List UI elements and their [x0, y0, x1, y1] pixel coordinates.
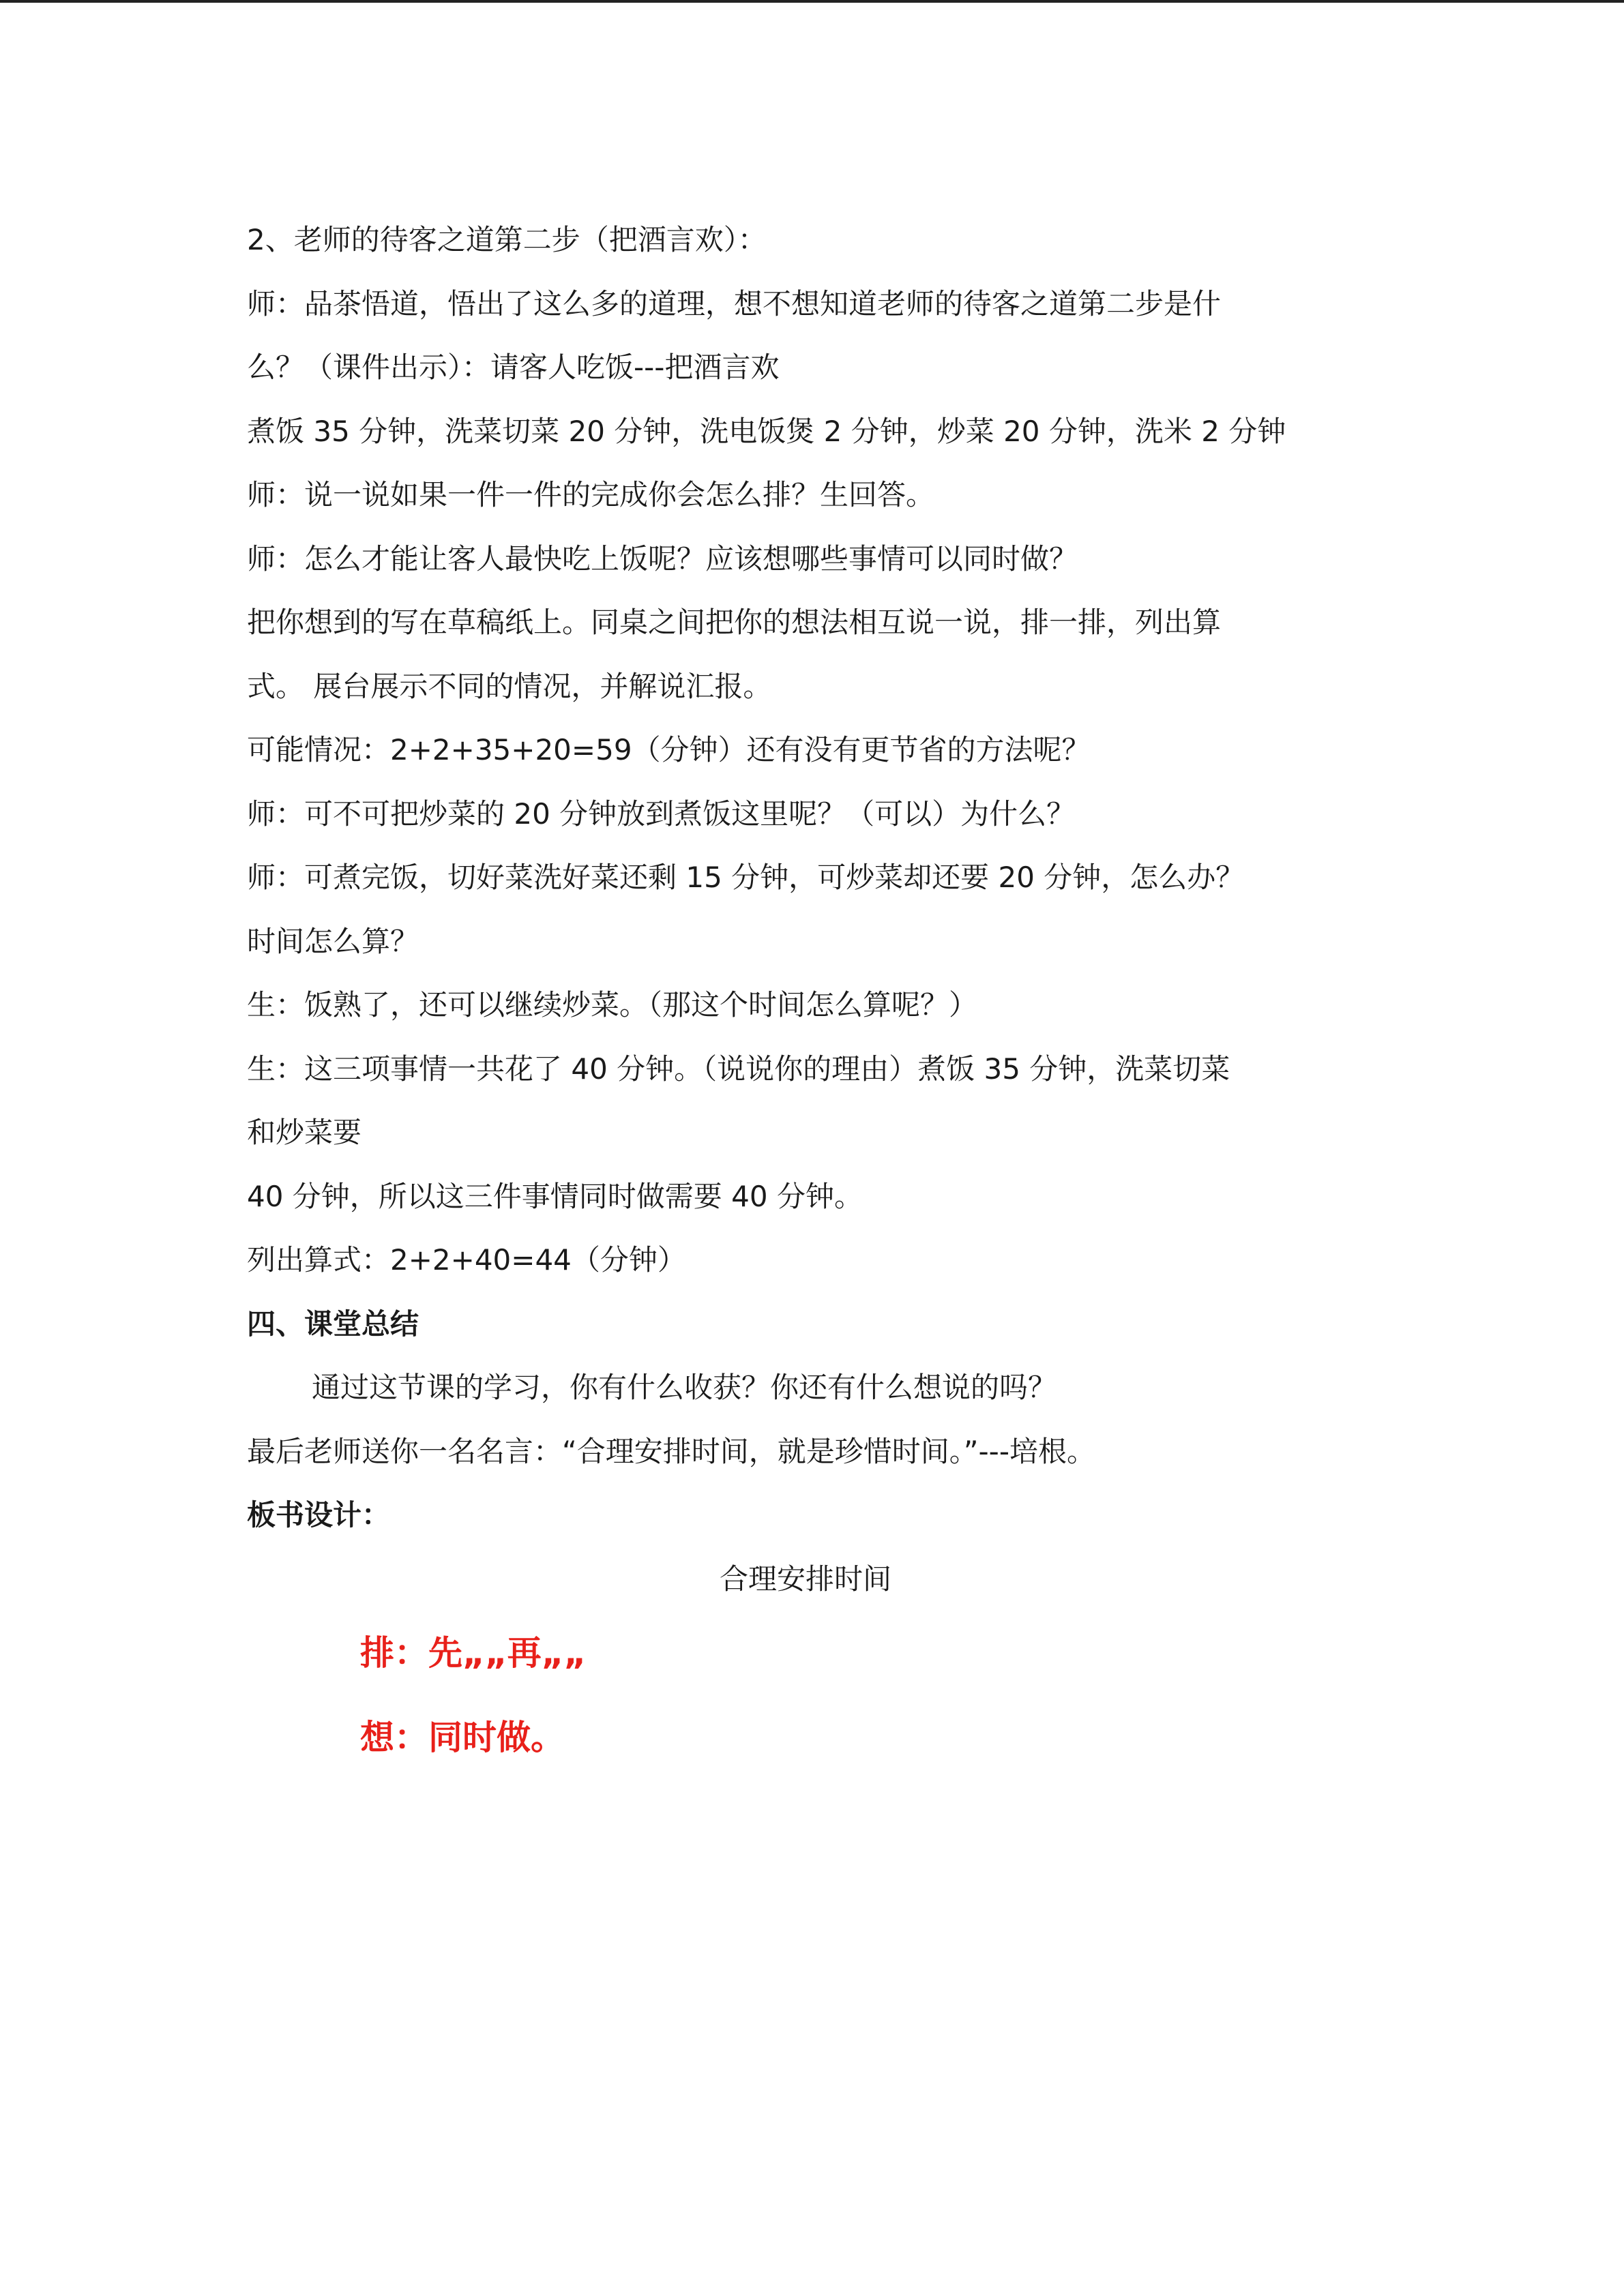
step2-heading: 2、老师的待客之道第二步（把酒言欢）： — [247, 223, 767, 256]
text-line: 师：说一说如果一件一件的完成你会怎么排？生回答。 — [247, 478, 935, 511]
task-times-line: 煮饭 35 分钟，洗菜切菜 20 分钟，洗电饭煲 2 分钟，炒菜 20 分钟，洗米 2 分钟 — [247, 414, 1286, 448]
top-border-line — [0, 0, 1624, 3]
text-line: 生：饭熟了，还可以继续炒菜。（那这个时间怎么算呢？） — [247, 988, 978, 1022]
summary-heading: 四、课堂总结 — [247, 1307, 419, 1341]
text-line: 时间怎么算？ — [247, 924, 419, 958]
board-design-heading: 板书设计： — [247, 1498, 391, 1532]
text-line: 师：可煮完饭，切好菜洗好菜还剩 15 分钟，可炒菜却还要 20 分钟，怎么办？ — [247, 861, 1245, 894]
board-title: 合理安排时间 — [719, 1562, 891, 1596]
text-line: 么？（课件出示）：请客人吃饭---把酒言欢 — [247, 351, 780, 384]
board-point-think: 想：同时做。 — [360, 1718, 565, 1757]
text-line: 生：这三项事情一共花了 40 分钟。（说说你的理由）煮饭 35 分钟，洗菜切菜 — [247, 1052, 1230, 1086]
board-point-arrange: 排：先„„再„„ — [360, 1633, 587, 1673]
document-page — [247, 208, 1379, 1780]
text-line: 和炒菜要 — [247, 1116, 362, 1149]
summary-question: 通过这节课的学习，你有什么收获？你还有什么想说的吗？ — [312, 1371, 1057, 1404]
text-line: 师：品茶悟道，悟出了这么多的道理，想不想知道老师的待客之道第二步是什 — [247, 286, 1222, 320]
possible-case-line: 可能情况：2+2+35+20=59（分钟）还有没有更节省的方法呢？ — [247, 733, 1091, 766]
text-line: 40 分钟，所以这三件事情同时做需要 40 分钟。 — [247, 1179, 863, 1213]
text-line: 式。 展台展示不同的情况，并解说汇报。 — [247, 669, 772, 703]
text-line: 师：可不可把炒菜的 20 分钟放到煮饭这里呢？（可以）为什么？ — [247, 796, 1076, 831]
text-line: 把你想到的写在草稿纸上。同桌之间把你的想法相互说一说，排一排，列出算 — [247, 606, 1222, 639]
summary-quote: 最后老师送你一名名言：“合理安排时间，就是珍惜时间。”---培根。 — [247, 1434, 1095, 1468]
text-line: 师：怎么才能让客人最快吃上饭呢？应该想哪些事情可以同时做？ — [247, 541, 1078, 576]
formula-line: 列出算式：2+2+40=44（分钟） — [247, 1243, 686, 1277]
